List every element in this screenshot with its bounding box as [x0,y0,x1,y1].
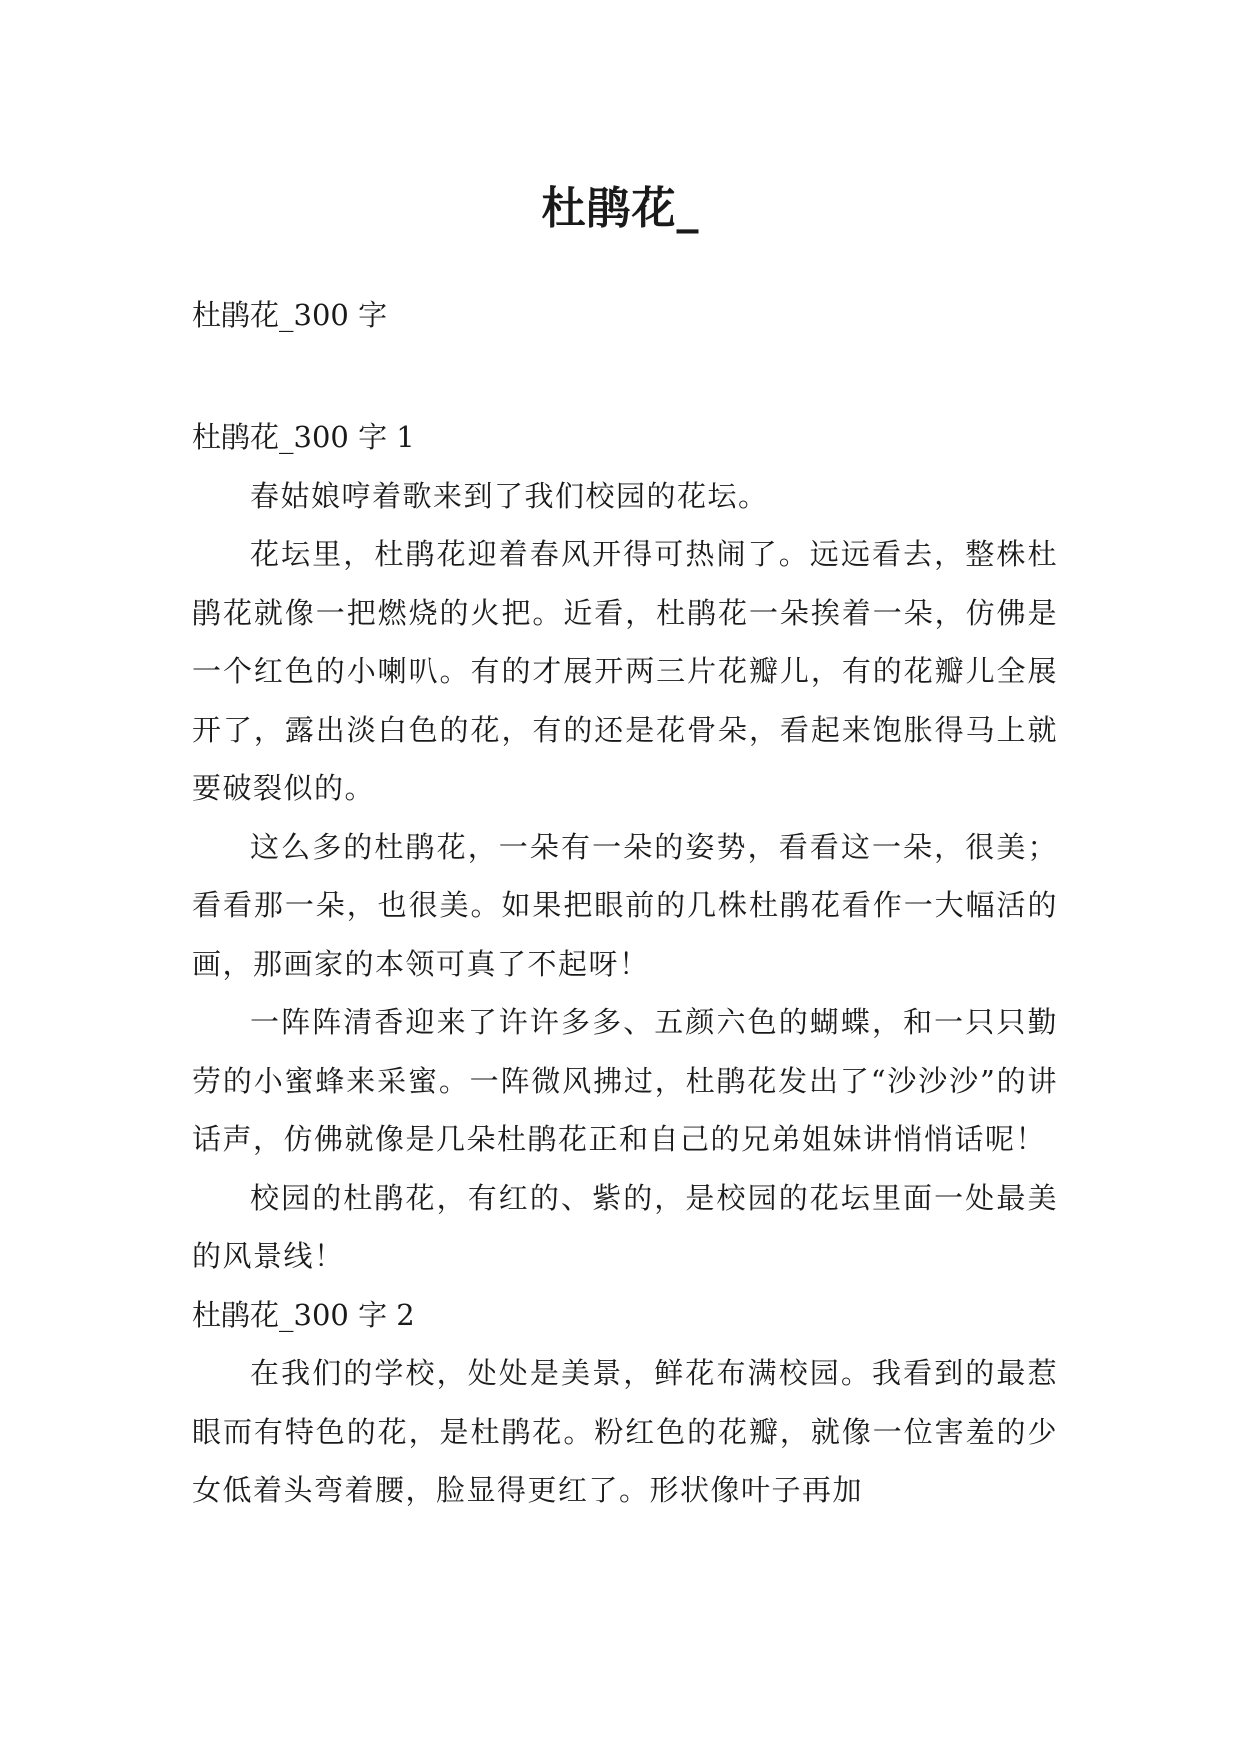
paragraph: 一阵阵清香迎来了许许多多、五颜六色的蝴蝶，和一只只勤劳的小蜜蜂来采蜜。一阵微风拂过，杜鹃花发出了“沙沙沙”的讲话声，仿佛就像是几朵杜鹃花正和自己的兄弟姐妹讲悄悄话呢！ [192,1005,1058,1156]
document-subtitle: 杜鹃花_300 字 [192,298,388,332]
document-body [192,408,1058,1520]
section-heading-1: 杜鹃花_300 字 1 [192,420,415,454]
paragraph: 花坛里，杜鹃花迎着春风开得可热闹了。远远看去，整株杜鹃花就像一把燃烧的火把。近看，杜鹃花一朵挨着一朵，仿佛是一个红色的小喇叭。有的才展开两三片花瓣儿，有的花瓣儿全展开了，露出淡白色的花，有的还是花骨朵，看起来饱胀得马上就要破裂似的。 [192,537,1058,805]
section-heading-2: 杜鹃花_300 字 2 [192,1297,415,1332]
paragraph: 这么多的杜鹃花，一朵有一朵的姿势，看看这一朵，很美；看看那一朵，也很美。如果把眼前的几株杜鹃花看作一大幅活的画，那画家的本领可真了不起呀！ [192,829,1058,981]
paragraph: 校园的杜鹃花，有红的、紫的，是校园的花坛里面一处最美的风景线！ [192,1180,1058,1273]
document-title: 杜鹃花_ [541,183,700,235]
paragraph: 在我们的学校，处处是美景，鲜花布满校园。我看到的最惹眼而有特色的花，是杜鹃花。粉红色的花瓣，就像一位害羞的少女低着头弯着腰，脸显得更红了。形状像叶子再加 [192,1356,1058,1507]
paragraph: 春姑娘哼着歌来到了我们校园的花坛。 [250,478,769,513]
